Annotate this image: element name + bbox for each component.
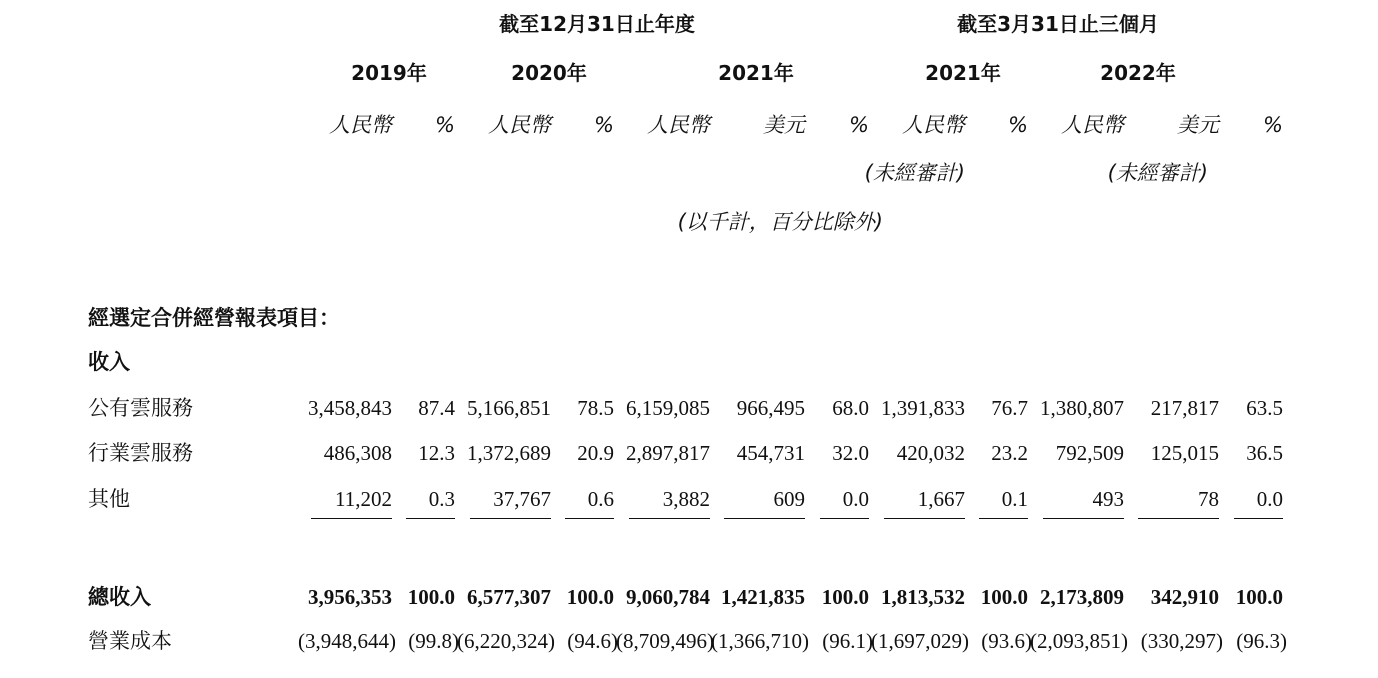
table-cell: (96.3) xyxy=(1236,629,1287,653)
table-cell: (1,366,710) xyxy=(711,629,809,653)
table-cell: 6,577,307 xyxy=(467,585,551,609)
table-cell: 3,458,843 xyxy=(308,396,392,420)
revenue-title: 收入 xyxy=(88,350,130,374)
table-cell: 0.3 xyxy=(428,487,455,511)
subtotal-rule xyxy=(629,518,710,519)
row-label-industry-cloud: 行業雲服務 xyxy=(88,441,193,465)
unit-2021-pct: % xyxy=(849,113,869,137)
header-year-2021: 2021年 xyxy=(718,61,794,85)
table-cell: 100.0 xyxy=(980,585,1028,609)
row-label-other: 其他 xyxy=(88,487,130,511)
table-cell: 32.0 xyxy=(832,441,869,465)
row-label-total-revenue: 總收入 xyxy=(88,585,151,609)
table-cell: (330,297) xyxy=(1140,629,1223,653)
table-cell: 100.0 xyxy=(407,585,455,609)
unit-2022q1-pct: % xyxy=(1263,113,1283,137)
table-cell: 100.0 xyxy=(821,585,869,609)
row-label-public-cloud: 公有雲服務 xyxy=(88,396,193,420)
table-cell: 0.0 xyxy=(842,487,869,511)
table-cell: 342,910 xyxy=(1150,585,1219,609)
unit-2021-usd: 美元 xyxy=(763,113,805,137)
header-q1-group: 截至3月31日止三個月 xyxy=(957,12,1159,36)
unaudited-2022q1: (未經審計) xyxy=(1107,161,1208,185)
subtotal-rule xyxy=(1138,518,1219,519)
table-cell: (2,093,851) xyxy=(1030,629,1128,653)
section-title: 經選定合併經營報表項目： xyxy=(88,306,340,330)
table-cell: 12.3 xyxy=(418,441,455,465)
subtotal-rule xyxy=(470,518,551,519)
table-cell: (93.6) xyxy=(981,629,1032,653)
thousands-note: (以千計，百分比除外) xyxy=(677,210,883,234)
table-cell: 23.2 xyxy=(991,441,1028,465)
table-cell: 78.5 xyxy=(577,396,614,420)
header-year-2021-q1: 2021年 xyxy=(925,61,1001,85)
table-cell: 5,166,851 xyxy=(467,396,551,420)
subtotal-rule xyxy=(724,518,805,519)
table-cell: 486,308 xyxy=(323,441,392,465)
table-cell: 1,421,835 xyxy=(721,585,805,609)
subtotal-rule xyxy=(979,518,1028,519)
row-label-cost-of-revenue: 營業成本 xyxy=(88,629,172,653)
table-cell: 3,882 xyxy=(662,487,710,511)
table-cell: 966,495 xyxy=(736,396,805,420)
table-cell: 0.1 xyxy=(1001,487,1028,511)
table-cell: 68.0 xyxy=(832,396,869,420)
header-year-end-group: 截至12月31日止年度 xyxy=(499,12,695,36)
table-cell: 76.7 xyxy=(991,396,1028,420)
table-cell: 1,380,807 xyxy=(1040,396,1124,420)
table-cell: (3,948,644) xyxy=(298,629,396,653)
table-cell: 217,817 xyxy=(1150,396,1219,420)
table-cell: 2,173,809 xyxy=(1040,585,1124,609)
table-cell: (1,697,029) xyxy=(871,629,969,653)
table-cell: 3,956,353 xyxy=(308,585,392,609)
table-cell: 454,731 xyxy=(736,441,805,465)
unit-2021-rmb: 人民幣 xyxy=(647,113,710,137)
table-cell: 100.0 xyxy=(1235,585,1283,609)
table-cell: (8,709,496) xyxy=(616,629,714,653)
table-cell: 11,202 xyxy=(335,487,392,511)
table-cell: 0.0 xyxy=(1256,487,1283,511)
header-year-2022-q1: 2022年 xyxy=(1100,61,1176,85)
table-cell: 1,391,833 xyxy=(881,396,965,420)
table-cell: 125,015 xyxy=(1150,441,1219,465)
table-cell: 87.4 xyxy=(418,396,455,420)
subtotal-rule xyxy=(820,518,869,519)
table-cell: 100.0 xyxy=(566,585,614,609)
table-cell: 20.9 xyxy=(577,441,614,465)
table-cell: 36.5 xyxy=(1246,441,1283,465)
subtotal-rule xyxy=(884,518,965,519)
table-cell: 63.5 xyxy=(1246,396,1283,420)
unit-2020-pct: % xyxy=(594,113,614,137)
subtotal-rule xyxy=(1234,518,1283,519)
unit-2022q1-usd: 美元 xyxy=(1177,113,1219,137)
table-cell: 2,897,817 xyxy=(626,441,710,465)
unit-2020-rmb: 人民幣 xyxy=(488,113,551,137)
table-cell: 792,509 xyxy=(1055,441,1124,465)
table-cell: 78 xyxy=(1198,487,1219,511)
table-cell: (6,220,324) xyxy=(457,629,555,653)
unaudited-2021q1: (未經審計) xyxy=(864,161,965,185)
subtotal-rule xyxy=(311,518,392,519)
table-cell: 493 xyxy=(1092,487,1124,511)
table-cell: 420,032 xyxy=(896,441,965,465)
unit-2019-pct: % xyxy=(435,113,455,137)
table-cell: (94.6) xyxy=(567,629,618,653)
table-cell: 37,767 xyxy=(493,487,551,511)
table-cell: 0.6 xyxy=(587,487,614,511)
unit-2021q1-rmb: 人民幣 xyxy=(902,113,965,137)
subtotal-rule xyxy=(406,518,455,519)
table-cell: 9,060,784 xyxy=(626,585,710,609)
header-year-2019: 2019年 xyxy=(351,61,427,85)
unit-2019-rmb: 人民幣 xyxy=(329,113,392,137)
table-cell: 1,813,532 xyxy=(881,585,965,609)
unit-2022q1-rmb: 人民幣 xyxy=(1061,113,1124,137)
table-cell: (96.1) xyxy=(822,629,873,653)
table-cell: 6,159,085 xyxy=(626,396,710,420)
unit-2021q1-pct: % xyxy=(1008,113,1028,137)
table-cell: 1,372,689 xyxy=(467,441,551,465)
header-year-2020: 2020年 xyxy=(511,61,587,85)
subtotal-rule xyxy=(565,518,614,519)
subtotal-rule xyxy=(1043,518,1124,519)
table-cell: (99.8) xyxy=(408,629,459,653)
table-cell: 1,667 xyxy=(917,487,965,511)
table-cell: 609 xyxy=(773,487,805,511)
